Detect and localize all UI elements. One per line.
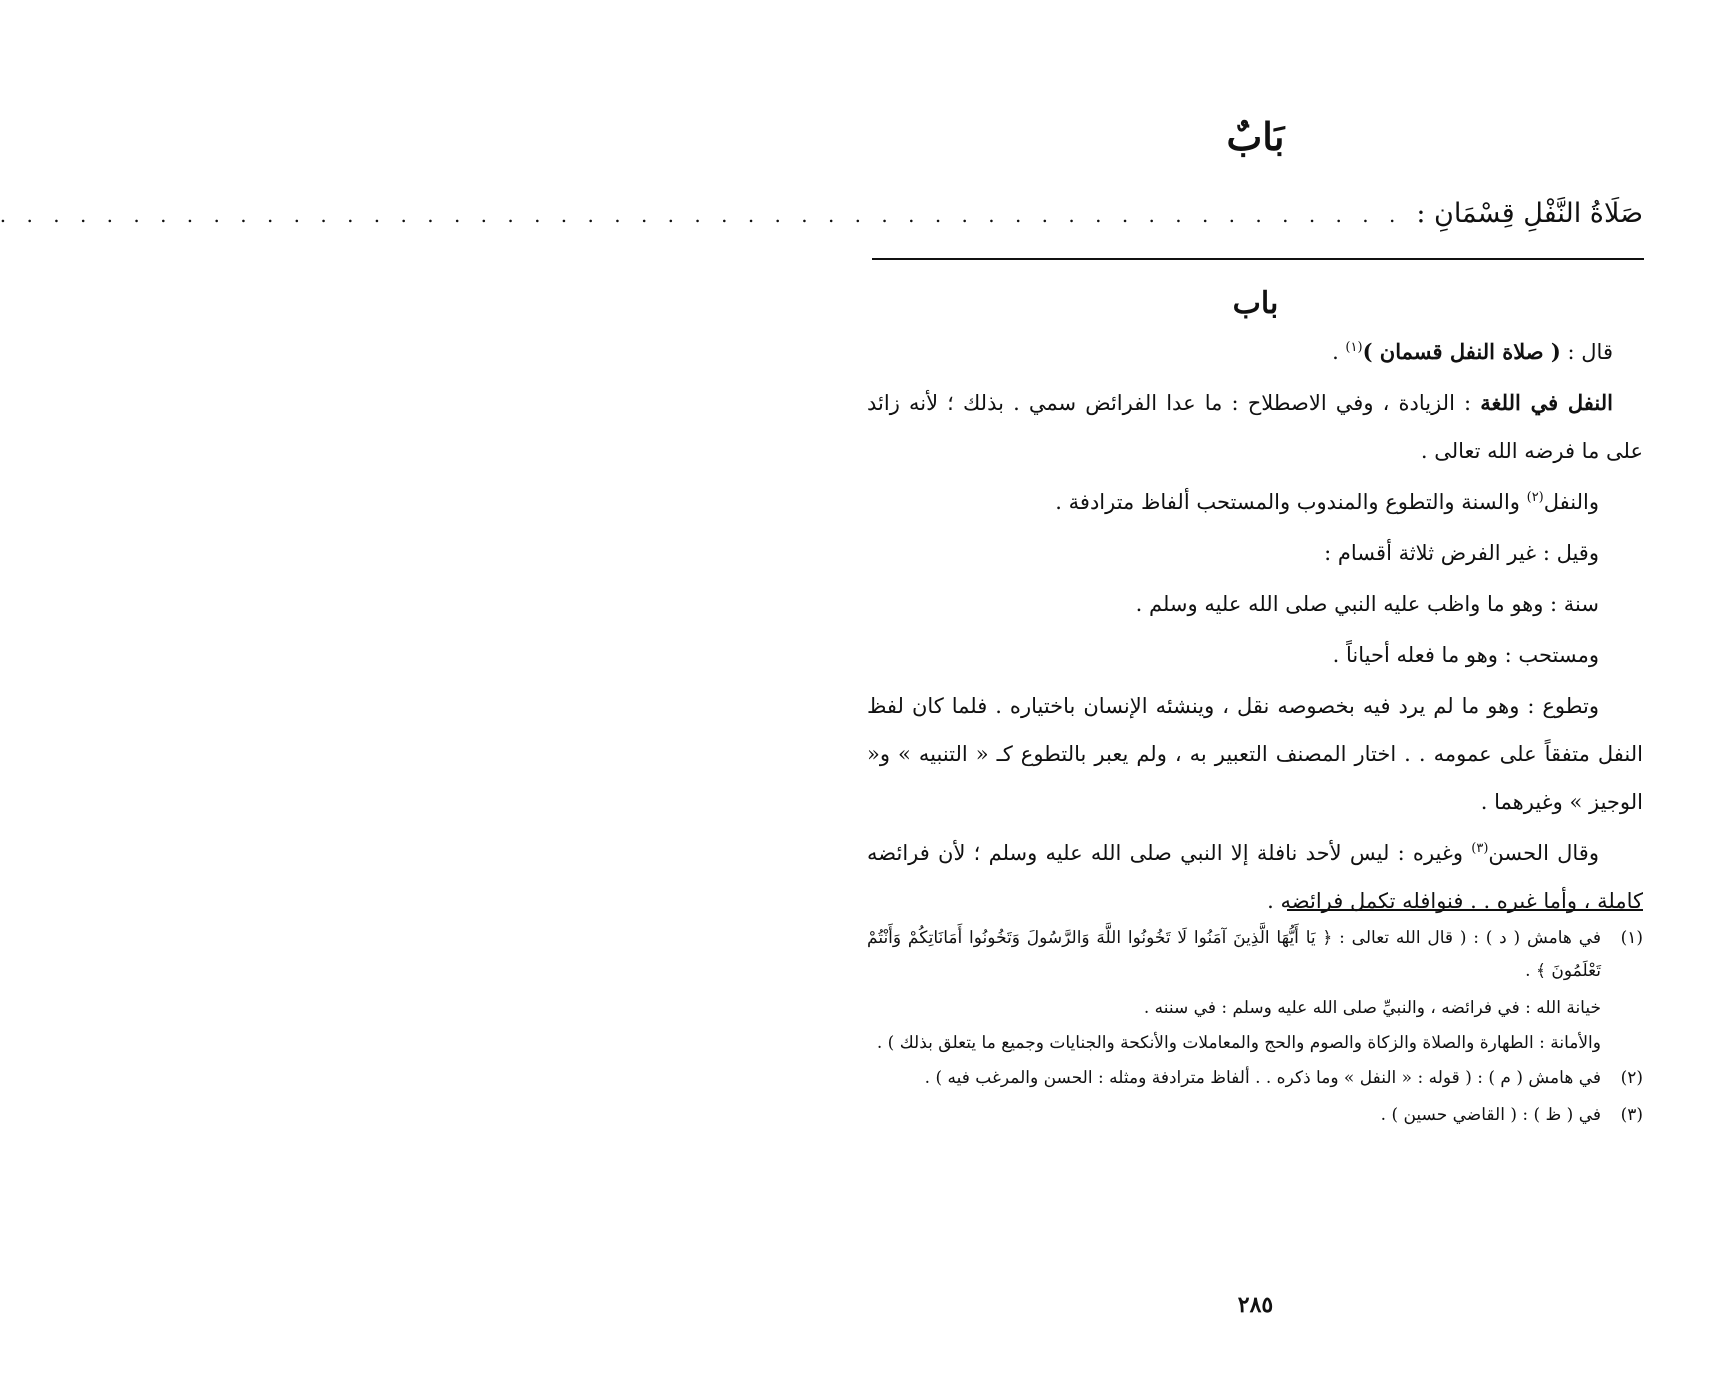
- matn-line: [0, 192, 1643, 237]
- footnotes: [867, 922, 1643, 1136]
- paragraph-2-text: : الزيادة ، وفي الاصطلاح : ما عدا الفرائض سمي . بذلك ؛ لأنه زائد على ما فرضه الله تعالى .: [867, 391, 1643, 463]
- footnote-1-text: في هامش ( د ) : ( قال الله تعالى : ﴿ يَا أَيُّهَا الَّذِينَ آمَنُوا لَا تَخُونُوا اللَّهَ وَالرَّسُولَ وَتَخُونُوا أَمَانَاتِكُمْ وَأَنْتُمْ تَعْلَمُونَ ﴾ .: [867, 928, 1601, 981]
- paragraph-8-text: وغيره : ليس لأحد نافلة إلا النبي صلى الله عليه وسلم ؛ لأن فرائضه كاملة ، وأما غيره . . فنوافله تكمل فرائضه .: [867, 841, 1643, 913]
- page-number: ٢٨٥: [1237, 1292, 1274, 1318]
- footnote-ref-3[interactable]: (٣): [1471, 841, 1489, 856]
- paragraph-1-tail: .: [1332, 340, 1346, 364]
- footnote-1-number: (١): [1620, 928, 1643, 948]
- matn-dots: . . . . . . . . . . . . . . . . . . . . . . . . . . . . . . . . . . . . . . . . . . . . . . . . . . . . .: [0, 203, 1403, 227]
- matn-text: صَلَاةُ النَّفْلِ قِسْمَانِ :: [1416, 198, 1643, 229]
- footnote-3-number: (٣): [1620, 1105, 1643, 1125]
- paragraph-3-lead: والنفل: [1543, 490, 1599, 514]
- paragraph-1-lead: قال :: [1560, 340, 1613, 364]
- footnote-separator: [1287, 909, 1643, 911]
- paragraph-3-text: والسنة والتطوع والمندوب والمستحب ألفاظ مترادفة .: [1055, 490, 1527, 514]
- paragraph-3: [867, 478, 1643, 526]
- footnote-1-continuation-1: خيانة الله : في فرائضه ، والنبيِّ صلى الله عليه وسلم : في سننه .: [1143, 998, 1601, 1018]
- footnote-1: [867, 922, 1643, 988]
- footnote-2: [867, 1062, 1643, 1095]
- paragraph-6: ومستحب : وهو ما فعله أحياناً .: [1332, 643, 1599, 667]
- footnote-1-continuation-2: والأمانة : الطهارة والصلاة والزكاة والصوم والحج والمعاملات والأنكحة والجنايات وجميع ما يتعلق بذلك ) .: [876, 1033, 1601, 1053]
- paragraph-7: وتطوع : وهو ما لم يرد فيه بخصوصه نقل ، وينشئه الإنسان باختياره . فلما كان لفظ النفل متفقاً على عمومه . . اختار المصنف التعبير به ، ولم يعبر بالتطوع كـ « التنبيه » و« الوجيز » وغيرهما .: [867, 694, 1643, 814]
- footnote-2-text: في هامش ( م ) : ( قوله : « النفل » وما ذكره . . ألفاظ مترادفة ومثله : الحسن والمرغب فيه ) .: [924, 1068, 1601, 1088]
- paragraph-1: [867, 328, 1643, 376]
- paragraph-2: [867, 379, 1643, 475]
- footnote-3-text: في ( ظ ) : ( القاضي حسين ) .: [1380, 1105, 1601, 1125]
- paragraph-5: سنة : وهو ما واظب عليه النبي صلى الله عليه وسلم .: [1135, 592, 1599, 616]
- commentary-body: [867, 328, 1643, 925]
- paragraph-4: وقيل : غير الفرض ثلاثة أقسام :: [1324, 541, 1599, 565]
- footnote-ref-1[interactable]: (١): [1345, 340, 1363, 355]
- header-rule: [872, 258, 1644, 260]
- footnote-3: [867, 1099, 1643, 1132]
- paragraph-1-quote: ( صلاة النفل قسمان ): [1362, 339, 1561, 364]
- paragraph-2-term: النفل في اللغة: [1480, 390, 1613, 415]
- chapter-title: بَابٌ: [1226, 114, 1285, 159]
- footnote-ref-2[interactable]: (٢): [1526, 490, 1544, 505]
- paragraph-8-lead: وقال الحسن: [1488, 841, 1599, 865]
- footnote-2-number: (٢): [1620, 1068, 1643, 1088]
- section-title: باب: [1232, 286, 1279, 321]
